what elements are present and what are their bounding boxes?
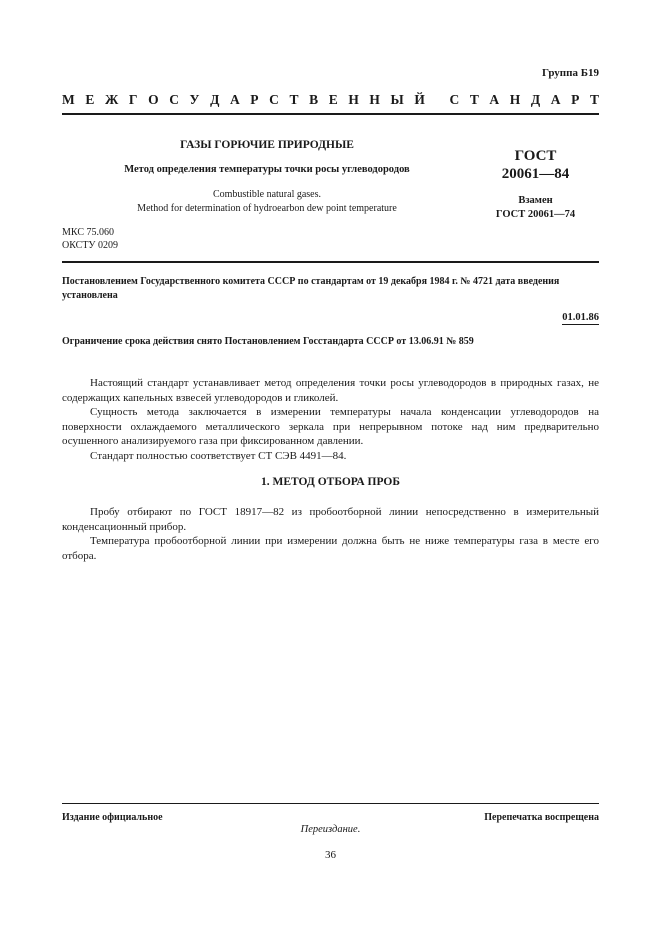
banner-letter: Й [414,92,425,107]
banner-letter: Р [571,92,580,107]
banner-letter: В [309,92,319,107]
interstate-standard-banner [62,92,599,108]
paragraph: Настоящий стандарт устанавливает метод определения точки росы углеводородов в природных газах, не содержащих капельных взвесей углеводородов и гликолей. [62,377,599,404]
banner-gap [436,92,439,108]
gost-number: 20061—84 [501,166,570,182]
section-rule [62,261,599,263]
banner-letter: У [189,92,200,107]
banner-letter: С [169,92,179,107]
banner-letter: Е [85,92,95,107]
gost-designation [472,147,599,222]
intro-date: 01.01.86 [562,312,599,323]
document-subtitle: Метод определения температуры точки росы углеводородов [124,164,410,175]
banner-letter: М [62,92,75,107]
banner-letter: Т [469,92,479,107]
page-number: 36 [325,849,336,861]
banner-letter: Н [369,92,380,107]
banner-letter: Ы [390,92,404,107]
paragraph: Температура пробоотборной линии при измерении должна быть не ниже температуры газа в месте его отбора. [62,535,599,562]
banner-letter: Т [589,92,599,107]
english-title-line2: Method for determination of hydroearbon dew point temperature [137,203,397,214]
banner-letter: С [449,92,460,107]
classification-codes [62,226,118,252]
banner-letter: С [269,92,279,107]
intro-body [62,376,599,463]
banner-letter: А [489,92,500,107]
mks-code: МКС 75.060 [62,227,114,238]
replaces-label: Взамен [518,195,553,206]
banner-letter: Д [530,92,541,107]
resolution-text: Постановлением Государственного комитета СССР по стандартам от 19 декабря 1984 г. № 4721 дата введения установлена [62,276,560,301]
banner-letter: Д [210,92,220,107]
title-block [62,139,472,216]
banner-letter: Е [328,92,338,107]
banner-letter: А [550,92,561,107]
english-title-line1: Combustible natural gases. [212,189,322,200]
banner-letter: Н [348,92,359,107]
banner-letter: А [229,92,240,107]
section1-body [62,505,599,563]
paragraph: Пробу отбирают по ГОСТ 18917—82 из пробоотборной линии непосредственно в измерительный конденсационный прибор. [62,506,599,533]
banner-letter: Р [250,92,259,107]
banner-letter: Г [128,92,138,107]
group-label: Группа Б19 [542,67,599,79]
document-title: ГАЗЫ ГОРЮЧИЕ ПРИРОДНЫЕ [180,139,354,151]
footer-rule [62,803,599,804]
okstu-code: ОКСТУ 0209 [62,240,119,251]
english-title [62,188,472,216]
banner-letter: О [148,92,159,107]
header-rule [62,113,599,115]
gost-label: ГОСТ [514,148,557,164]
section-heading: 1. МЕТОД ОТБОРА ПРОБ [261,476,400,488]
banner-letter: Т [289,92,299,107]
banner-letter: Ж [104,92,119,107]
replaces-value: ГОСТ 20061—74 [495,209,576,220]
reissue-label: Переиздание. [300,824,361,835]
paragraph: Стандарт полностью соответствует СТ СЭВ 4491—84. [90,449,347,462]
reprint-prohibited-label: Перепечатка воспрещена [484,812,599,823]
limitation-text: Ограничение срока действия снято Постановлением Госстандарта СССР от 13.06.91 № 859 [62,336,474,347]
official-edition-label: Издание официальное [62,812,163,823]
banner-letter: Н [509,92,521,107]
paragraph: Сущность метода заключается в измерении температуры начала конденсации углеводородов на поверхности охлаждаемого металлического зеркала при непрерывном потоке над ним предварительно осушенного анализируемого газа при фиксированном давлении. [62,406,599,447]
